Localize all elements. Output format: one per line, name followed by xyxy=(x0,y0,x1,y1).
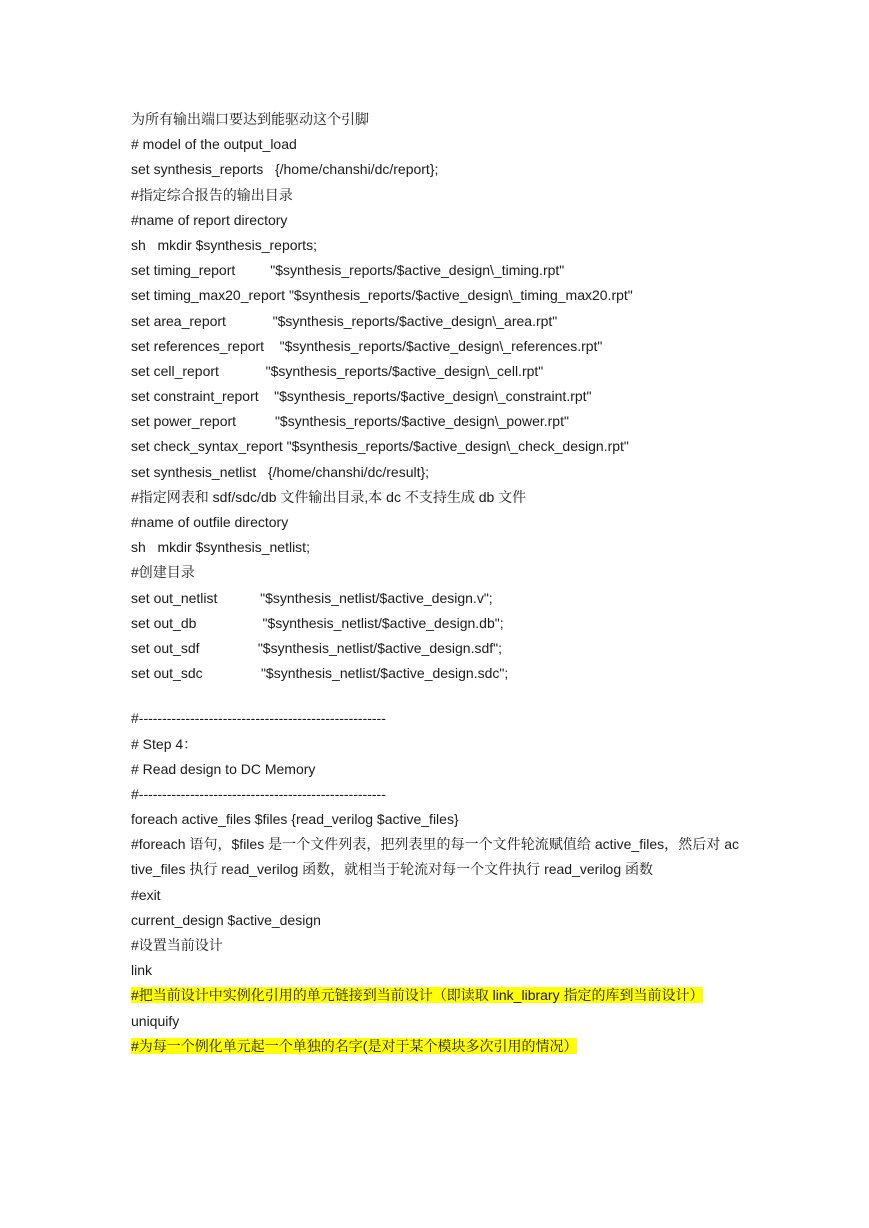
code-line: set out_db "$synthesis_netlist/$active_design.db"; xyxy=(131,614,504,631)
code-line: set out_netlist "$synthesis_netlist/$active_design.v"; xyxy=(131,589,493,606)
code-line: set out_sdc "$synthesis_netlist/$active_design.sdc"; xyxy=(131,665,509,682)
code-line: set out_sdf "$synthesis_netlist/$active_design.sdf"; xyxy=(131,639,503,656)
code-line: set timing_report "$synthesis_reports/$active_design\_timing.rpt" xyxy=(131,262,565,279)
code-line: sh mkdir $synthesis_netlist; xyxy=(131,539,310,556)
code-line: #name of report directory xyxy=(131,211,288,228)
code-line: set timing_max20_report "$synthesis_reports/$active_design\_timing_max20.rpt" xyxy=(131,287,633,304)
code-line: set synthesis_reports {/home/chanshi/dc/report}; xyxy=(131,161,439,178)
code-line: # Step 4： xyxy=(131,735,198,752)
code-line: set power_report "$synthesis_reports/$active_design\_power.rpt" xyxy=(131,413,569,430)
code-line: # model of the output_load xyxy=(131,136,297,153)
code-line: set check_syntax_report "$synthesis_reports/$active_design\_check_design.rpt" xyxy=(131,438,629,455)
comment-line: #指定网表和 sdf/sdc/db 文件输出目录,本 dc 不支持生成 db 文件 xyxy=(131,488,527,505)
comment-line: #设置当前设计 xyxy=(131,937,223,954)
code-line: #name of outfile directory xyxy=(131,514,289,530)
code-line: set constraint_report "$synthesis_reports/$active_design\_constraint.rpt" xyxy=(131,388,592,405)
code-line: link xyxy=(131,962,153,979)
highlight-span: #把当前设计中实例化引用的单元链接到当前设计（即读取 link_library 指定的库到当前设计） xyxy=(131,987,704,1004)
comment-line: #创建目录 xyxy=(131,564,195,581)
text-line: 为所有输出端口要达到能驱动这个引脚 xyxy=(131,111,369,127)
uniquify-comment-highlighted xyxy=(131,1034,739,1059)
highlight-span: #为每一个例化单元起一个单独的名字(是对于某个模块多次引用的情况） xyxy=(131,1037,578,1054)
code-line: uniquify xyxy=(131,1012,180,1029)
link-comment-highlighted xyxy=(131,983,739,1008)
comment-line: #指定综合报告的输出目录 xyxy=(131,186,293,203)
separator-line: #----------------------------------------------------- xyxy=(131,710,386,727)
code-line: set references_report "$synthesis_reports/$active_design\_references.rpt" xyxy=(131,337,603,354)
code-line: current_design $active_design xyxy=(131,911,321,928)
code-line: set synthesis_netlist {/home/chanshi/dc/result}; xyxy=(131,463,430,480)
document-body xyxy=(131,107,739,1059)
code-line: foreach active_files $files {read_verilog $active_files} xyxy=(131,811,459,828)
foreach-comment: #foreach 语句，$files 是一个文件列表，把列表里的每一个文件轮流赋值给 active_files，然后对 active_files 执行 read_verilog 函数，就相当于轮流对每一个文件执行 read_verilog 函数 xyxy=(131,836,739,878)
code-line: #exit xyxy=(131,886,161,903)
separator-line: #----------------------------------------------------- xyxy=(131,785,386,802)
blank-line xyxy=(131,686,739,706)
code-line: set cell_report "$synthesis_reports/$active_design\_cell.rpt" xyxy=(131,362,544,379)
code-line: # Read design to DC Memory xyxy=(131,760,316,777)
code-line: set area_report "$synthesis_reports/$active_design\_area.rpt" xyxy=(131,312,558,329)
code-line: sh mkdir $synthesis_reports; xyxy=(131,236,317,253)
